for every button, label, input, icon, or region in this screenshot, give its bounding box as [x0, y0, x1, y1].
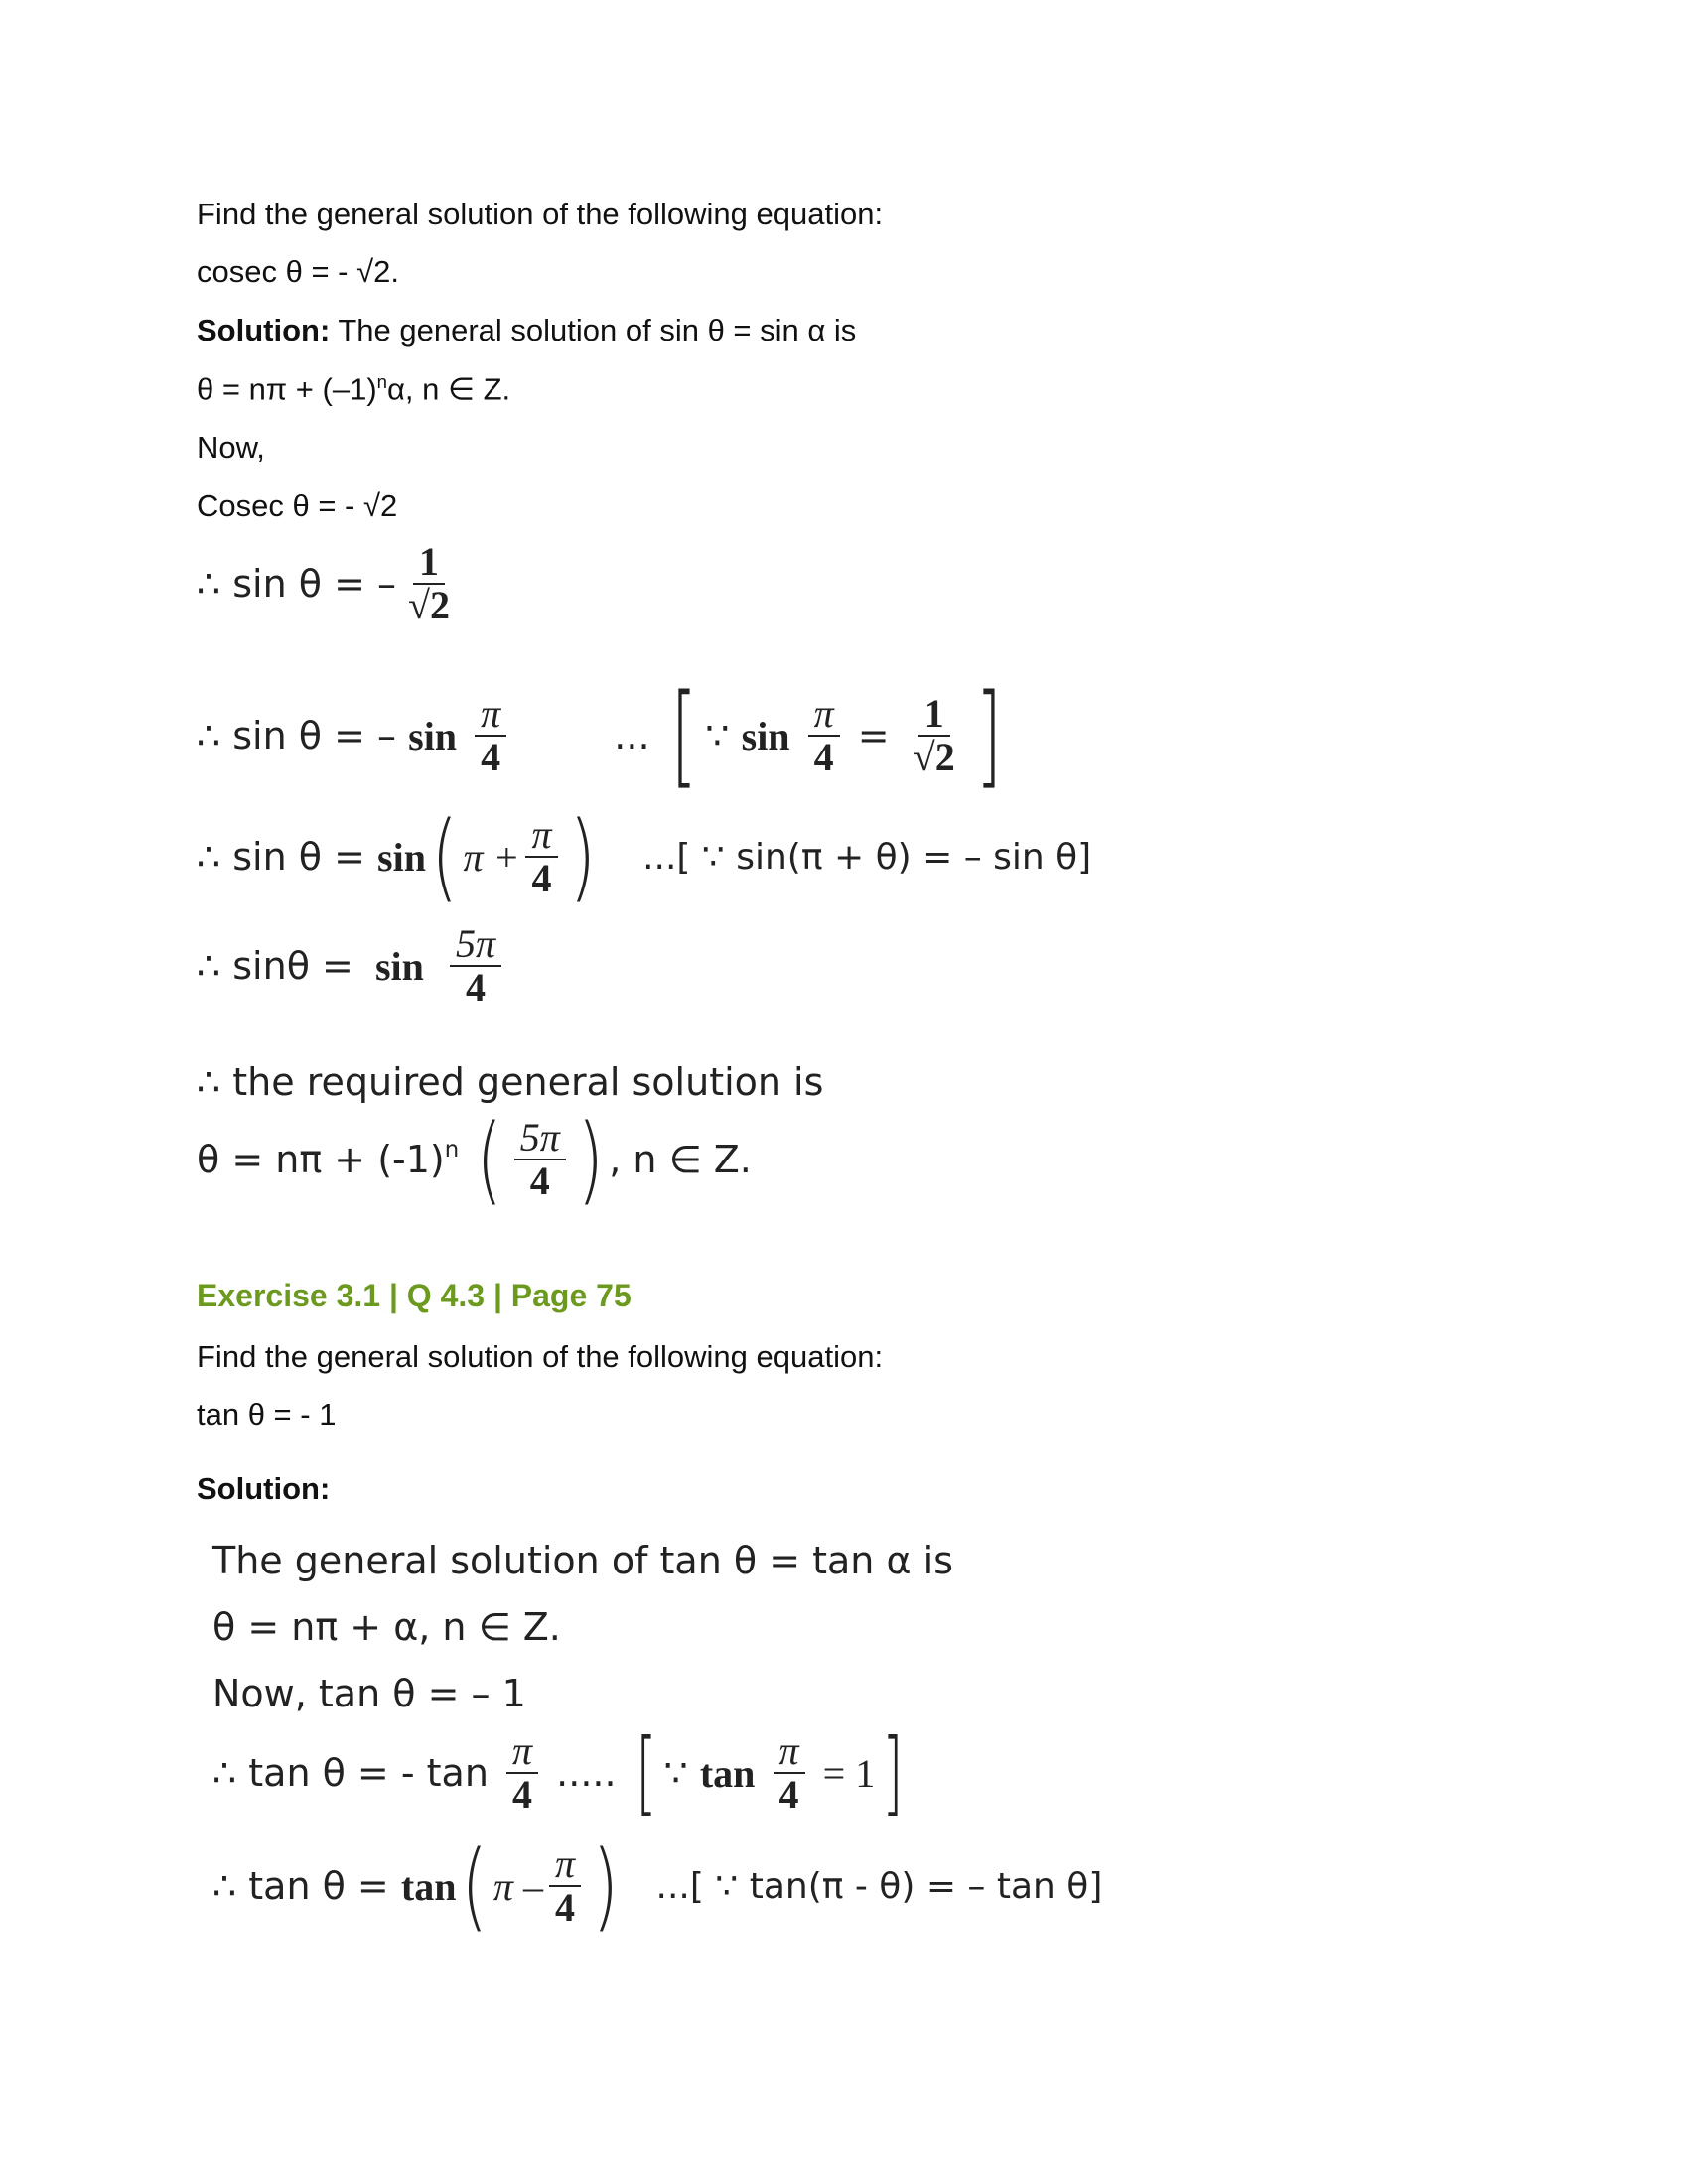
numerator: π — [475, 693, 506, 737]
bracket-open: [ — [634, 1719, 657, 1826]
general-form-exponent: n — [376, 371, 387, 392]
q2-prompt: Find the general solution of the following equation: — [197, 1339, 884, 1374]
fraction — [475, 693, 506, 778]
sin-function: sin — [408, 713, 458, 758]
fraction — [506, 1730, 538, 1816]
paren-open: ( — [462, 1831, 489, 1942]
denominator: 4 — [466, 965, 487, 1010]
fraction — [908, 693, 961, 778]
step-prefix: ∴ sin θ = — [197, 835, 365, 879]
q1-now: Now, — [197, 430, 265, 465]
paren-close: ) — [577, 1104, 604, 1215]
general-form-part: θ = nπ + (–1) — [197, 371, 377, 407]
q1-equation: cosec θ = - √2. — [197, 254, 399, 289]
q2-solution-label: Solution: — [197, 1471, 331, 1506]
dots: ... — [614, 714, 650, 757]
q2-heading-link[interactable]: Exercise 3.1 | Q 4.3 | Page 75 — [197, 1278, 632, 1313]
step-prefix: ∴ sinθ = — [197, 944, 353, 988]
sin-function: sin — [377, 834, 426, 880]
paren-open: ( — [476, 1104, 503, 1215]
denominator: 4 — [512, 1772, 533, 1817]
general-form-part: α, n ∈ Z. — [387, 371, 511, 407]
equals: = — [857, 714, 890, 757]
denominator: 4 — [813, 735, 834, 779]
q1-solution-line — [197, 313, 856, 348]
final-part: θ = nπ + (-1) — [197, 1138, 445, 1181]
step-prefix: ∴ tan θ = — [212, 1864, 389, 1908]
paren-close: ) — [569, 801, 596, 912]
numerator: π — [774, 1730, 805, 1774]
because-symbol: ∵ — [663, 1751, 688, 1795]
sin-function: sin — [374, 943, 424, 989]
denominator: 4 — [481, 735, 501, 779]
fraction — [450, 923, 501, 1009]
fraction — [514, 1117, 566, 1202]
q1-step1 — [197, 541, 462, 626]
q2-line3: Now, tan θ = – 1 — [212, 1672, 526, 1715]
tan-function: tan — [699, 1750, 756, 1796]
numerator: π — [808, 693, 840, 737]
numerator: 1 — [918, 693, 950, 737]
denominator: √2 — [408, 583, 450, 627]
step-reason: ...[ ∵ tan(π - θ) = – tan θ] — [655, 1865, 1103, 1907]
paren-close: ) — [592, 1831, 619, 1942]
fraction — [402, 541, 456, 626]
bracket-open: [ — [670, 671, 697, 800]
because-symbol: ∵ — [705, 714, 730, 757]
equals-one: = 1 — [822, 1750, 876, 1796]
q1-step4 — [197, 923, 507, 1009]
numerator: 5π — [514, 1117, 566, 1160]
paren-open: ( — [431, 801, 458, 912]
tan-function: tan — [400, 1863, 457, 1909]
q2-step2 — [212, 1831, 1103, 1942]
denominator: 4 — [531, 856, 552, 900]
solution-label: Solution: — [197, 313, 331, 347]
q1-given: Cosec θ = - √2 — [197, 488, 398, 523]
q2-line2: θ = nπ + α, n ∈ Z. — [212, 1605, 561, 1649]
denominator: 4 — [778, 1772, 799, 1817]
step-prefix: ∴ tan θ = - tan — [212, 1751, 489, 1795]
sin-function: sin — [741, 713, 790, 758]
final-exponent: n — [444, 1136, 460, 1162]
bracket-close: ] — [975, 671, 1002, 800]
fraction — [774, 1730, 805, 1816]
numerator: π — [525, 814, 557, 858]
q1-conclusion: ∴ the required general solution is — [197, 1060, 824, 1104]
step-prefix: ∴ sin θ = – — [197, 562, 397, 606]
solution-text: The general solution of sin θ = sin α is — [330, 313, 857, 347]
dots: ..... — [556, 1751, 617, 1795]
q2-line1: The general solution of tan θ = tan α is — [212, 1539, 953, 1582]
denominator: 4 — [554, 1885, 575, 1930]
fraction — [525, 814, 557, 899]
inner-expression: π – — [492, 1863, 543, 1909]
numerator: π — [506, 1730, 538, 1774]
step-reason: ...[ ∵ sin(π + θ) = – sin θ] — [642, 836, 1092, 878]
denominator: 4 — [529, 1159, 550, 1203]
fraction — [808, 693, 840, 778]
q1-step3 — [197, 801, 1092, 912]
q1-prompt: Find the general solution of the following equation: — [197, 197, 884, 231]
fraction — [549, 1843, 581, 1929]
step-prefix: ∴ sin θ = – — [197, 714, 397, 757]
numerator: 5π — [450, 923, 501, 967]
q1-general-form — [197, 371, 510, 407]
q1-final-answer — [197, 1104, 752, 1215]
numerator: 1 — [413, 541, 445, 585]
final-part: , n ∈ Z. — [609, 1138, 752, 1181]
q2-equation: tan θ = - 1 — [197, 1397, 337, 1432]
q1-step2 — [197, 671, 1010, 800]
bracket-close: ] — [882, 1719, 904, 1826]
inner-expression: π + — [463, 834, 520, 880]
denominator: √2 — [913, 735, 955, 779]
q2-step1 — [212, 1719, 911, 1826]
numerator: π — [549, 1843, 581, 1887]
